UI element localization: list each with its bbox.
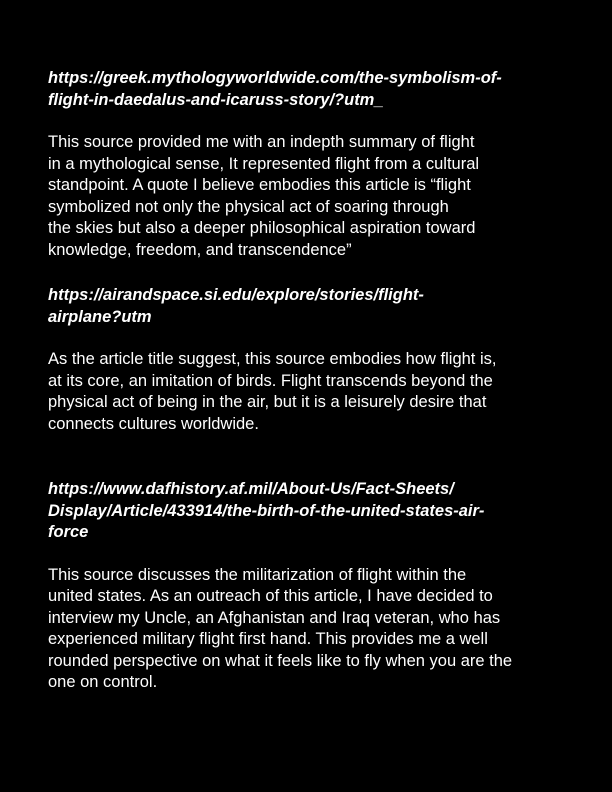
summary-line: one on control. [48,673,158,691]
summary-line: This source provided me with an indepth summary of flight [48,133,475,151]
source-url-line[interactable]: Display/Article/433914/the-birth-of-the-united-states-air- [48,501,485,520]
summary-line: connects cultures worldwide. [48,414,259,433]
source-entry [48,479,578,694]
source-summary [48,132,578,261]
source-url[interactable] [48,479,578,544]
summary-line: standpoint. A quote I believe embodies this article is “flight [48,176,471,194]
summary-line: the skies but also a deeper philosophical aspiration toward [48,219,476,237]
summary-line: knowledge, freedom, and transcendence” [48,240,352,259]
source-summary [48,565,578,694]
source-url-line[interactable]: airplane?utm [48,307,152,326]
summary-line: at its core, an imitation of birds. Flight transcends beyond the [48,371,493,390]
source-url-line[interactable]: https://www.dafhistory.af.mil/About-Us/Fact-Sheets/ [48,480,454,498]
summary-line: This source discusses the militarization of flight within the [48,565,467,584]
source-url-line[interactable]: force [48,523,89,541]
summary-line: As the article title suggest, this source embodies how flight is, [48,350,497,368]
summary-line: experienced military flight first hand. This provides me a well [48,630,488,648]
source-url-line[interactable]: flight-in-daedalus-and-icaruss-story/?utm_ [48,90,384,109]
summary-line: united states. As an outreach of this article, I have decided to [48,587,493,605]
summary-line: rounded perspective on what it feels like to fly when you are the [48,651,513,670]
source-url[interactable] [48,68,578,111]
source-url[interactable] [48,285,578,328]
summary-line: interview my Uncle, an Afghanistan and Iraq veteran, who has [48,608,501,627]
source-url-line[interactable]: https://greek.mythologyworldwide.com/the-symbolism-of- [48,69,502,87]
source-entry [48,285,578,435]
summary-line: symbolized not only the physical act of soaring through [48,197,449,216]
source-url-line[interactable]: https://airandspace.si.edu/explore/stories/flight- [48,286,424,304]
summary-line: physical act of being in the air, but it is a leisurely desire that [48,393,487,411]
source-entry [48,68,578,261]
source-summary [48,349,578,435]
summary-line: in a mythological sense, It represented flight from a cultural [48,154,480,173]
